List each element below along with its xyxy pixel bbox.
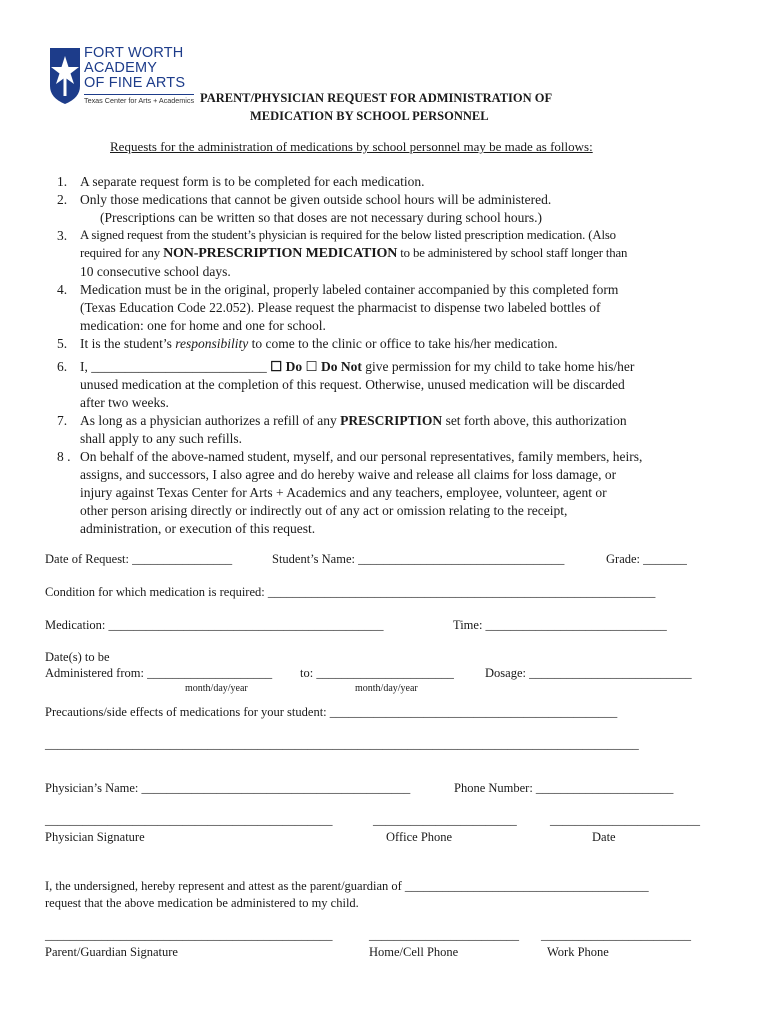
do-not-checkbox[interactable]: Do Not bbox=[320, 359, 362, 374]
guardian-attestation-line2: request that the above medication be administered to my child. bbox=[45, 896, 359, 910]
physician-signature-label: Physician Signature bbox=[45, 830, 145, 844]
medication-field[interactable]: Medication: ____________________________________________ bbox=[45, 618, 384, 632]
guardian-attestation[interactable]: I, the undersigned, hereby represent and attest as the parent/guardian of _______________________________________ bbox=[45, 879, 649, 893]
item-3-line1: A signed request from the student’s physician is required for the below listed prescription medication. (Also bbox=[80, 228, 616, 242]
item-8-line2: assigns, and successors, I also agree and do hereby waive and release all claims for loss damage, or bbox=[80, 467, 617, 482]
form-title-line1: PARENT/PHYSICIAN REQUEST FOR ADMINISTRATION OF bbox=[200, 91, 553, 105]
precautions-continuation-line[interactable]: _______________________________________________________________________________________________ bbox=[45, 737, 639, 751]
dates-label: Date(s) to be bbox=[45, 650, 110, 664]
item-8-line1: On behalf of the above-named student, myself, and our personal representatives, family members, heirs, bbox=[80, 449, 643, 464]
item-number: 4. bbox=[57, 282, 68, 297]
item-6-line3: after two weeks. bbox=[80, 395, 169, 410]
item-7-line1: As long as a physician authorizes a refill of any PRESCRIPTION set forth above, this authorization bbox=[80, 413, 627, 428]
date-label: Date bbox=[592, 830, 616, 844]
star-shield-icon bbox=[48, 46, 82, 106]
item-number: 3. bbox=[57, 228, 68, 243]
date-format-hint: month/day/year bbox=[185, 683, 248, 694]
work-phone-line[interactable]: ________________________ bbox=[541, 928, 691, 942]
home-cell-phone-label: Home/Cell Phone bbox=[369, 945, 459, 959]
item-8-line4: other person arising directly or indirectly out of any act or omission relating to the receipt, bbox=[80, 503, 568, 518]
item-4-line3: medication: one for home and one for school. bbox=[80, 318, 326, 333]
item-number: 2. bbox=[57, 192, 68, 207]
administered-from-field[interactable]: Administered from: ____________________ bbox=[45, 666, 273, 680]
item-4-line1: Medication must be in the original, properly labeled container accompanied by this completed form bbox=[80, 282, 619, 297]
item-1: A separate request form is to be completed for each medication. bbox=[80, 174, 425, 189]
intro-text: Requests for the administration of medications by school personnel may be made as follows: bbox=[110, 139, 593, 154]
student-name-field[interactable]: Student’s Name: _________________________________ bbox=[272, 552, 565, 566]
phone-number-field[interactable]: Phone Number: ______________________ bbox=[454, 781, 674, 795]
item-6-line1: I, __________________________ ☐ Do ☐ Do Not give permission for my child to take home his/her bbox=[80, 359, 635, 374]
precautions-field[interactable]: Precautions/side effects of medications for your student: ______________________________________________ bbox=[45, 705, 618, 719]
item-3-line2: required for any NON-PRESCRIPTION MEDICATION to be administered by school staff longer than bbox=[80, 246, 628, 261]
office-phone-label: Office Phone bbox=[386, 830, 453, 844]
item-2: Only those medications that cannot be given outside school hours will be administered. bbox=[80, 192, 552, 207]
administered-to-field[interactable]: to: ______________________ bbox=[300, 666, 454, 680]
date-format-hint: month/day/year bbox=[355, 683, 418, 694]
home-cell-phone-line[interactable]: ________________________ bbox=[369, 928, 519, 942]
office-phone-line[interactable]: _______________________ bbox=[373, 813, 517, 827]
dosage-field[interactable]: Dosage: __________________________ bbox=[485, 666, 692, 680]
item-8-line5: administration, or execution of this request. bbox=[80, 521, 316, 536]
item-number: 1. bbox=[57, 174, 68, 189]
item-number: 6. bbox=[57, 359, 68, 374]
logo-text: FORT WORTH ACADEMY OF FINE ARTS bbox=[84, 45, 186, 91]
item-number: 5. bbox=[57, 336, 68, 351]
time-field[interactable]: Time: _____________________________ bbox=[453, 618, 667, 632]
condition-field[interactable]: Condition for which medication is required: ______________________________________________________________ bbox=[45, 585, 656, 599]
parent-signature-label: Parent/Guardian Signature bbox=[45, 945, 178, 959]
item-8-line3: injury against Texas Center for Arts + Academics and any teachers, employee, volunteer, agent or bbox=[80, 485, 607, 500]
logo-subtitle: Texas Center for Arts + Academics bbox=[84, 96, 195, 105]
item-7-line2: shall apply to any such refills. bbox=[80, 431, 242, 446]
item-number: 8 . bbox=[57, 449, 71, 464]
school-logo bbox=[48, 46, 198, 108]
item-5: It is the student’s responsibility to come to the clinic or office to take his/her medication. bbox=[80, 336, 558, 351]
item-2-note: (Prescriptions can be written so that doses are not necessary during school hours.) bbox=[100, 210, 543, 225]
item-3-line3: 10 consecutive school days. bbox=[80, 264, 231, 279]
item-6-line2: unused medication at the completion of this request. Otherwise, unused medication will be discarded bbox=[80, 377, 625, 392]
physician-name-field[interactable]: Physician’s Name: ___________________________________________ bbox=[45, 781, 411, 795]
physician-signature-line[interactable]: ______________________________________________ bbox=[45, 813, 333, 827]
do-checkbox[interactable]: ☐ Do bbox=[270, 359, 303, 374]
work-phone-label: Work Phone bbox=[547, 945, 609, 959]
grade-field[interactable]: Grade: _______ bbox=[606, 552, 687, 566]
item-4-line2: (Texas Education Code 22.052). Please request the pharmacist to dispense two labeled bottles of bbox=[80, 300, 601, 315]
date-of-request-field[interactable]: Date of Request: ________________ bbox=[45, 552, 233, 566]
item-number: 7. bbox=[57, 413, 68, 428]
parent-signature-line[interactable]: ______________________________________________ bbox=[45, 928, 333, 942]
form-title-line2: MEDICATION BY SCHOOL PERSONNEL bbox=[250, 109, 489, 123]
date-line[interactable]: ________________________ bbox=[550, 813, 700, 827]
